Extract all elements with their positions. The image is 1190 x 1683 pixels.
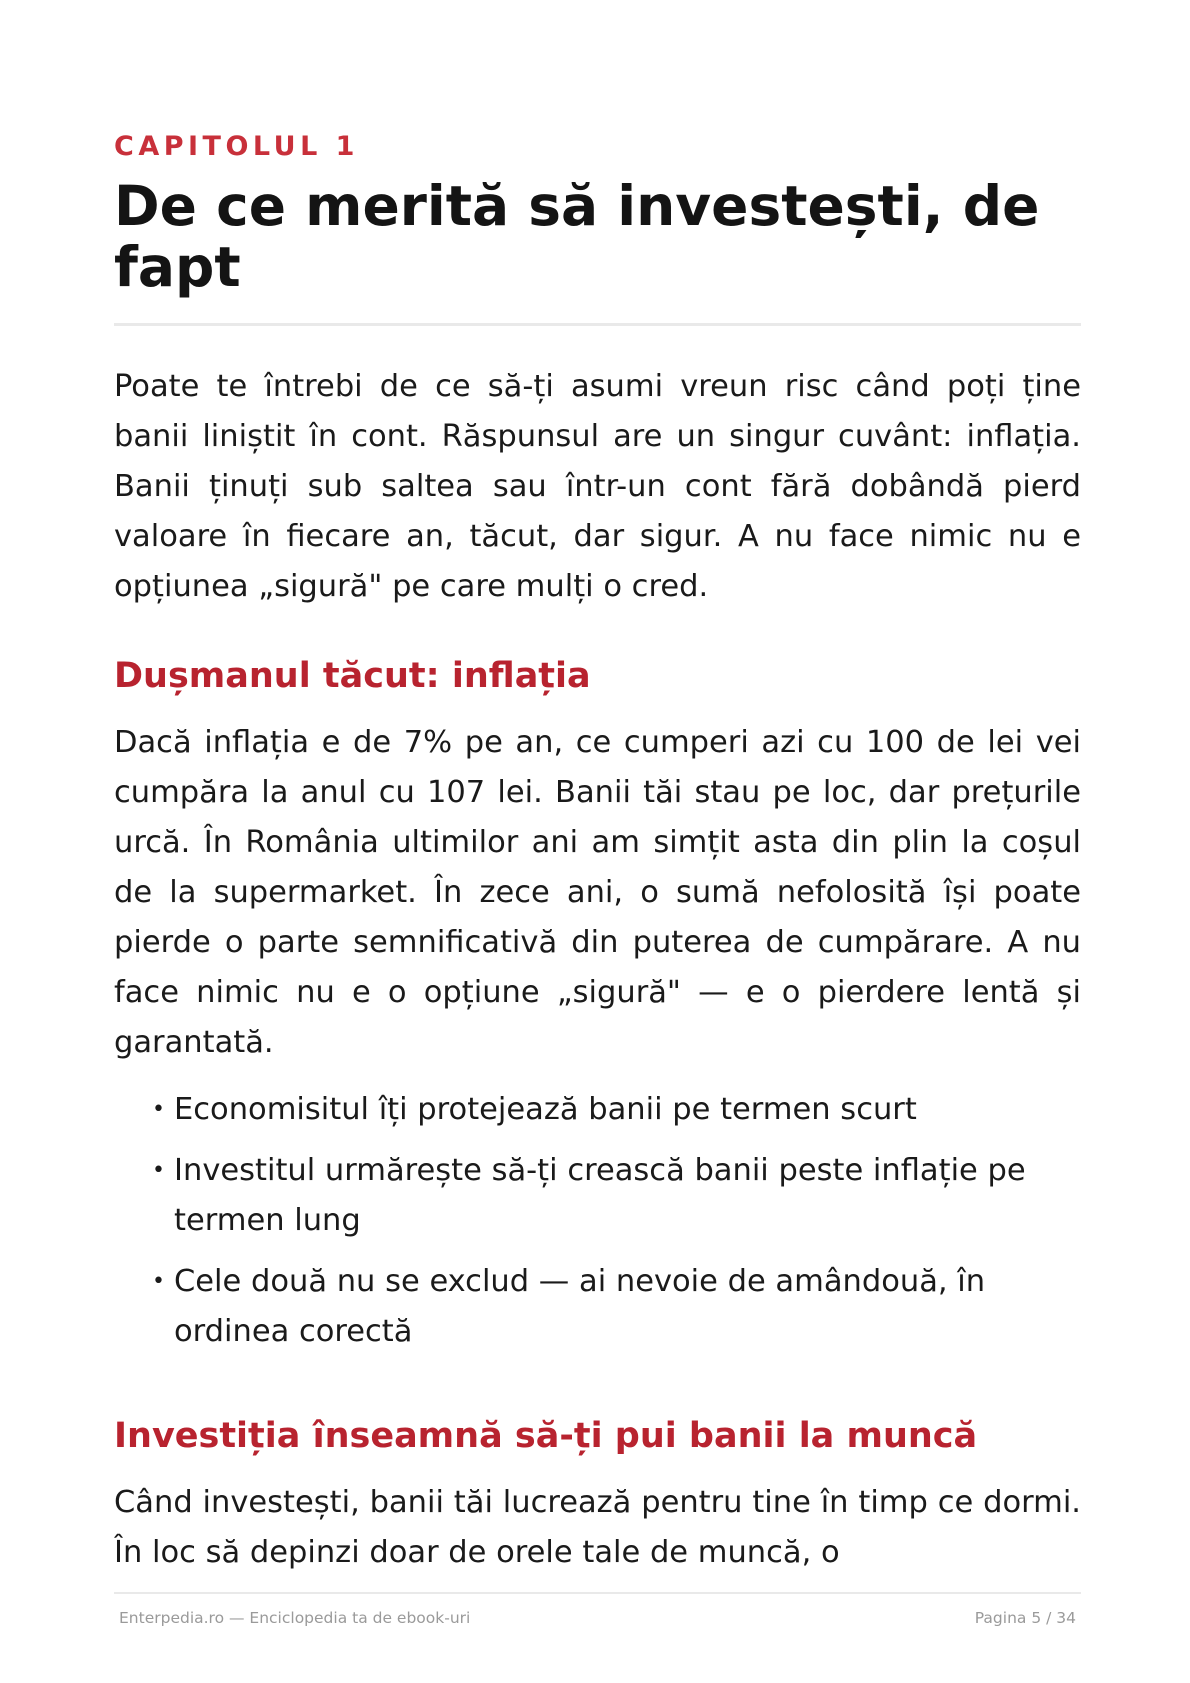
footer-page-number: Pagina 5 / 34 xyxy=(974,1609,1076,1627)
list-item-text: Cele două nu se exclud — ai nevoie de amândouă, în ordinea corectă xyxy=(174,1264,986,1349)
bullet-list xyxy=(152,1085,1081,1368)
section-paragraph-inflation: Dacă inflația e de 7% pe an, ce cumperi azi cu 100 de lei vei cumpăra la anul cu 107 lei. Banii tăi stau pe loc, dar prețurile urcă. În România ultimilor ani am simțit asta din plin la coșul de la supermarket. În zece ani, o sumă nefolosită își poate pierde o parte semnificativă din puterea de cumpărare. A nu face nimic nu e o opțiune „sigură" — e o pierdere lentă și garantată. xyxy=(114,725,1081,1060)
section-heading-inflation: Dușmanul tăcut: inflația xyxy=(114,656,591,696)
list-item xyxy=(152,1085,1081,1135)
footer-site-name: Enterpedia.ro — Enciclopedia ta de ebook-uri xyxy=(119,1609,471,1627)
page-title: De ce merită să investești, de fapt xyxy=(114,174,1040,299)
bullet-icon: • xyxy=(152,1158,165,1183)
list-item xyxy=(152,1257,1081,1357)
bullet-icon: • xyxy=(152,1269,165,1294)
chapter-label: CAPITOLUL 1 xyxy=(114,131,359,162)
list-item-text: Economisitul îți protejează banii pe termen scurt xyxy=(174,1092,917,1127)
list-item-text: Investitul urmărește să-ți crească banii peste inflație pe termen lung xyxy=(174,1153,1026,1238)
list-item xyxy=(152,1146,1081,1246)
bullet-icon: • xyxy=(152,1097,165,1122)
section-paragraph-investment: Când investești, banii tăi lucrează pentru tine în timp ce dormi. În loc să depinzi doar de orele tale de muncă, o xyxy=(114,1485,1081,1570)
intro-paragraph: Poate te întrebi de ce să-ți asumi vreun risc când poți ține banii liniștit în cont. Răspunsul are un singur cuvânt: inflația. Banii ținuți sub saltea sau într-un cont fără dobândă pierd valoare în fiecare an, tăcut, dar sigur. A nu face nimic nu e opțiunea „sigură" pe care mulți o cred. xyxy=(114,369,1081,604)
section-heading-investment: Investiția înseamnă să-ți pui banii la muncă xyxy=(114,1416,978,1456)
title-divider xyxy=(114,323,1081,326)
footer-divider xyxy=(114,1592,1081,1594)
